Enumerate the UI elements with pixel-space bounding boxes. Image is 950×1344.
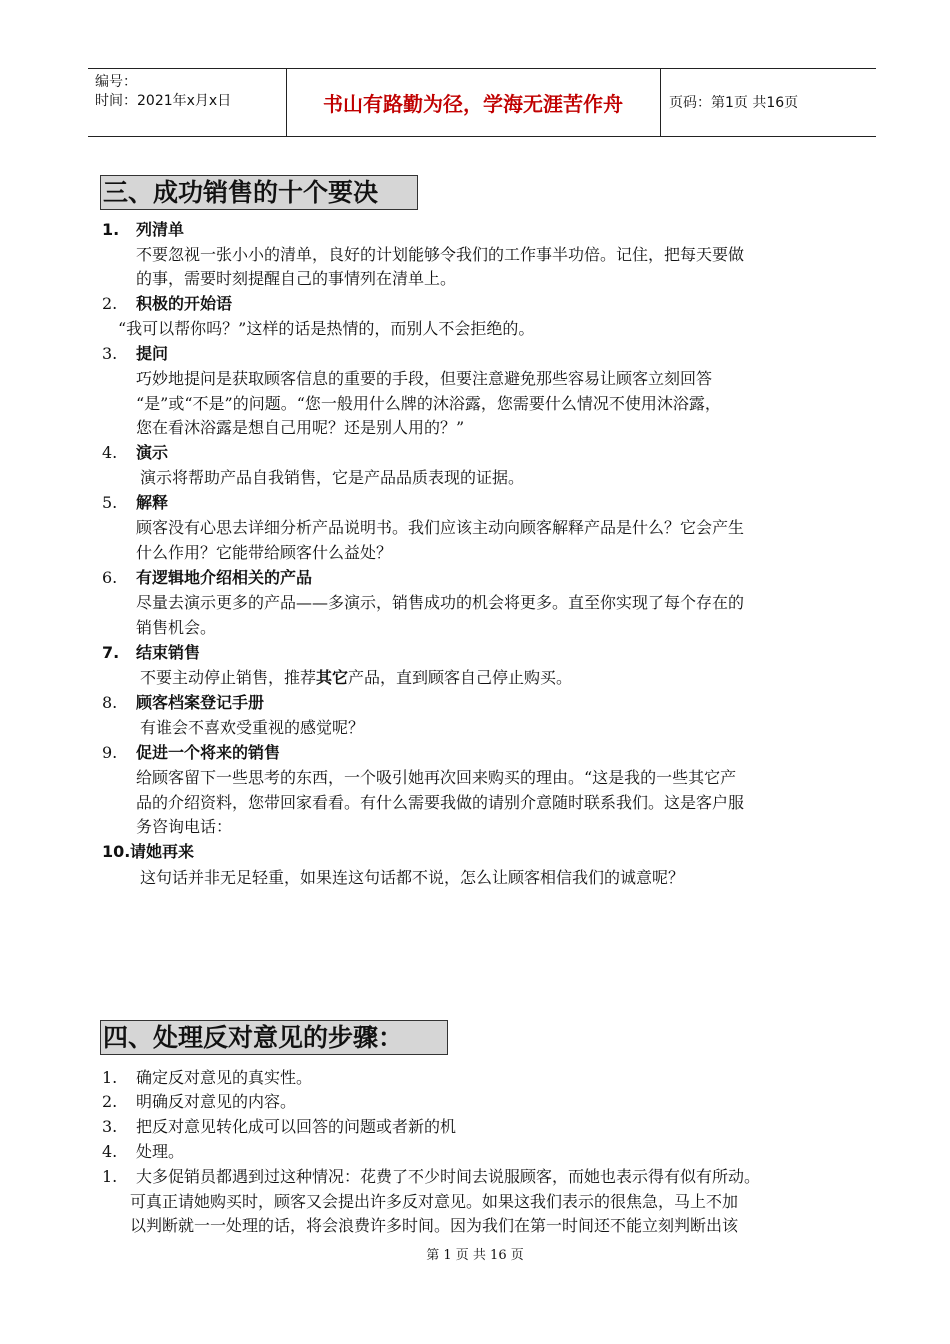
item-title: 提问 xyxy=(136,344,169,363)
item-number: 2. xyxy=(102,294,118,313)
item-text-line: 不要忽视一张小小的清单，良好的计划能够令我们的工作事半功倍。记住，把每天要做 xyxy=(136,245,745,264)
item-number: 10. xyxy=(102,842,131,861)
footer-page-number: 第 1 页 共 16 页 xyxy=(426,1248,524,1263)
header-motto: 书山有路勤为径，学海无涯苦作舟 xyxy=(323,92,623,116)
section-title-3: 三、成功销售的十个要决 xyxy=(100,175,418,210)
item-text-line: 演示将帮助产品自我销售，它是产品品质表现的证据。 xyxy=(140,468,525,487)
page-header xyxy=(88,68,876,137)
item-number: 9. xyxy=(102,743,118,762)
item-text-part: 不要主动停止销售，推荐 xyxy=(140,668,317,687)
header-motto-cell xyxy=(286,69,661,136)
item-text-line: 销售机会。 xyxy=(136,618,217,637)
item-title: 促进一个将来的销售 xyxy=(136,743,281,762)
section-title-4: 四、处理反对意见的步骤： xyxy=(100,1020,448,1055)
item-text-line: 顾客没有心思去详细分析产品说明书。我们应该主动向顾客解释产品是什么？它会产生 xyxy=(136,518,745,537)
item-text-part: 产品，直到顾客自己停止购买。 xyxy=(348,668,573,687)
paragraph-line: 可真正请她购买时，顾客又会提出许多反对意见。如果这我们表示的很焦急，马上不加 xyxy=(130,1192,739,1211)
item-number: 4. xyxy=(102,443,118,462)
item-title: 积极的开始语 xyxy=(136,294,233,313)
item-number: 1. xyxy=(102,220,120,239)
item-text-line xyxy=(140,666,572,690)
item-title: 演示 xyxy=(136,443,169,462)
paragraph-number: 1. xyxy=(102,1167,118,1186)
item-text-line: 尽量去演示更多的产品——多演示，销售成功的机会将更多。直至你实现了每个存在的 xyxy=(136,593,745,612)
item-number: 3. xyxy=(102,344,118,363)
item-title: 请她再来 xyxy=(130,842,195,861)
item-text-line: 有谁会不喜欢受重视的感觉呢？ xyxy=(140,718,365,737)
paragraph-line: 大多促销员都遇到过这种情况：花费了不少时间去说服顾客，而她也表示得有似有所动。 xyxy=(136,1167,761,1186)
step-text: 明确反对意见的内容。 xyxy=(136,1092,297,1111)
item-title: 结束销售 xyxy=(136,643,201,662)
step-number: 1. xyxy=(102,1068,118,1087)
document-time-label: 时间：2021年x月x日 xyxy=(95,93,232,109)
item-text-line: 务咨询电话： xyxy=(136,817,233,836)
item-title: 顾客档案登记手册 xyxy=(136,693,265,712)
item-text-line: 您在看沐浴露是想自己用呢？还是别人用的？” xyxy=(136,418,465,437)
item-text-line: 的事，需要时刻提醒自己的事情列在清单上。 xyxy=(136,269,457,288)
item-text-line: 巧妙地提问是获取顾客信息的重要的手段，但要注意避免那些容易让顾客立刻回答 xyxy=(136,369,713,388)
step-text: 确定反对意见的真实性。 xyxy=(136,1068,313,1087)
header-page-number: 页码：第1页 共16页 xyxy=(669,95,799,111)
item-text-line: 这句话并非无足轻重，如果连这句话都不说，怎么让顾客相信我们的诚意呢？ xyxy=(140,868,685,887)
item-text-line: 什么作用？它能带给顾客什么益处？ xyxy=(136,543,393,562)
item-text-line: “我可以帮你吗？”这样的话是热情的，而别人不会拒绝的。 xyxy=(118,319,535,338)
document-id-label: 编号： xyxy=(95,74,137,90)
page-footer xyxy=(0,1247,950,1265)
header-page-cell xyxy=(660,69,876,136)
item-title: 有逻辑地介绍相关的产品 xyxy=(136,568,313,587)
step-number: 3. xyxy=(102,1117,118,1136)
item-text-emphasis: 其它 xyxy=(316,668,349,687)
item-number: 6. xyxy=(102,568,118,587)
item-number: 7. xyxy=(102,643,120,662)
item-title: 列清单 xyxy=(136,220,185,239)
item-number: 8. xyxy=(102,693,118,712)
item-number: 5. xyxy=(102,493,118,512)
step-number: 4. xyxy=(102,1142,118,1161)
paragraph-line: 以判断就一一处理的话，将会浪费许多时间。因为我们在第一时间还不能立刻判断出该 xyxy=(130,1216,739,1235)
item-text-line: 给顾客留下一些思考的东西，一个吸引她再次回来购买的理由。“这是我的一些其它产 xyxy=(136,768,737,787)
step-text: 把反对意见转化成可以回答的问题或者新的机 xyxy=(136,1117,457,1136)
item-text-line: “是”或“不是”的问题。“您一般用什么牌的沐浴露，您需要什么情况不使用沐浴露， xyxy=(136,394,721,413)
item-title: 解释 xyxy=(136,493,169,512)
item-text-line: 品的介绍资料，您带回家看看。有什么需要我做的请别介意随时联系我们。这是客户服 xyxy=(136,793,745,812)
step-number: 2. xyxy=(102,1092,118,1111)
header-left-cell xyxy=(88,69,287,136)
step-text: 处理。 xyxy=(136,1142,185,1161)
